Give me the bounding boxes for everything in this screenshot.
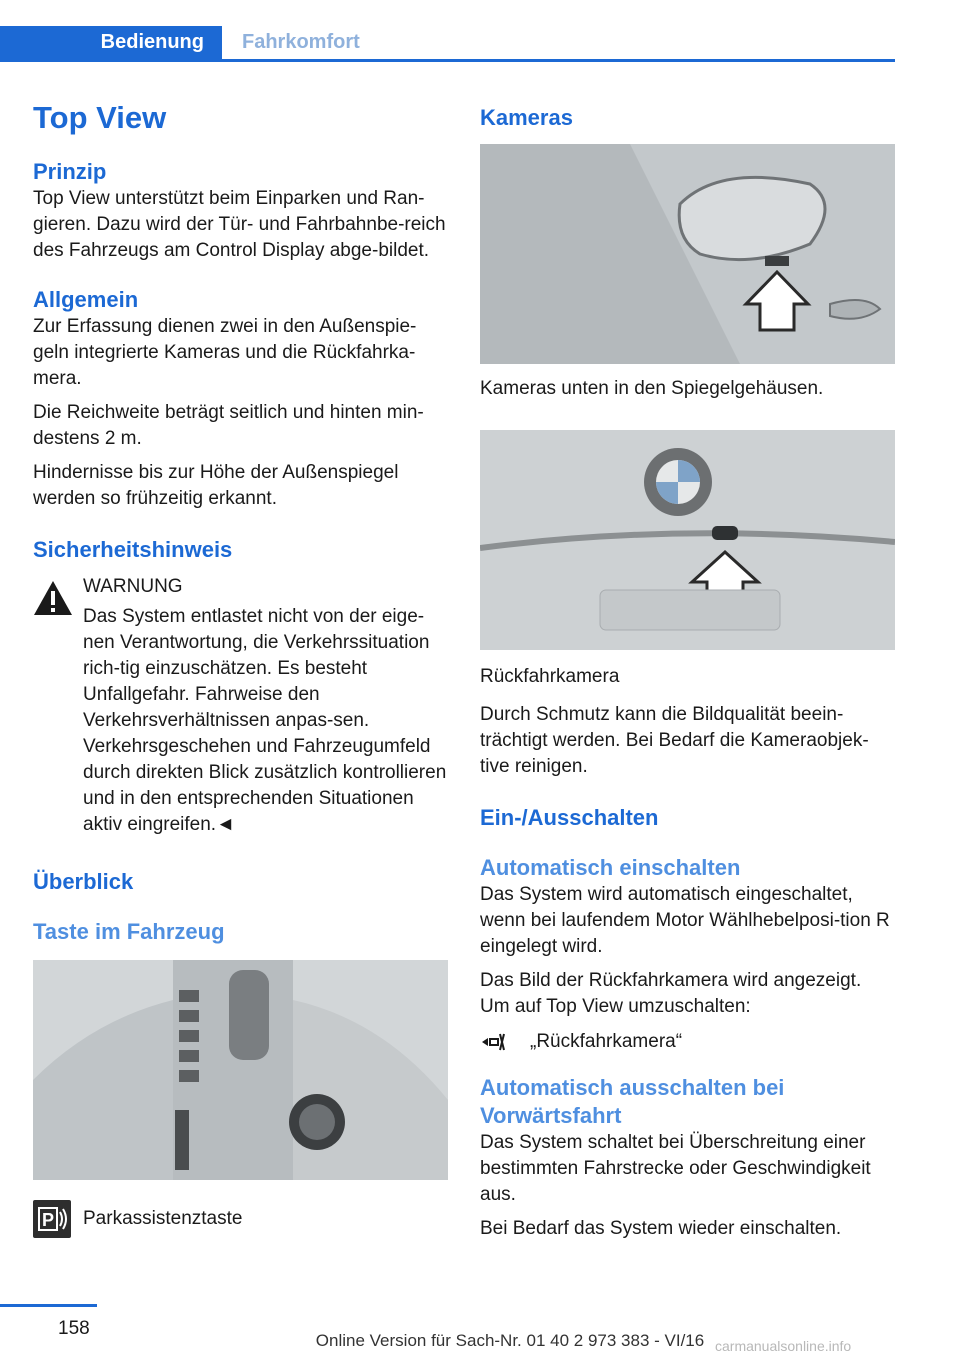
page-title: Top View — [33, 100, 167, 135]
prinzip-heading: Prinzip — [33, 159, 107, 184]
console-photo — [33, 960, 448, 1180]
warning-block — [33, 574, 448, 838]
auto-off-text-2: Bei Bedarf das System wieder einschalten. — [480, 1218, 842, 1239]
allgemein-text-3: Hindernisse bis zur Höhe der Außenspiegel werden so frühzeitig erkannt. — [33, 462, 399, 509]
rear-camera-caption: Rückfahrkamera — [480, 666, 620, 687]
warning-triangle-icon — [33, 580, 73, 616]
rearcam-option-text: „Rückfahrkamera“ — [530, 1031, 683, 1052]
allgemein-text-2: Die Reichweite beträgt seitlich und hinten min-destens 2 m. — [33, 402, 424, 449]
auto-on-text-2: Das Bild der Rückfahrkamera wird angezeigt. Um auf Top View umzuschalten: — [480, 970, 862, 1017]
rear-camera-photo — [480, 430, 895, 650]
auto-off-text-1: Das System schaltet bei Überschreitung einer bestimmten Fahrstrecke oder Geschwindigkeit aus. — [480, 1132, 871, 1205]
allgemein-heading: Allgemein — [33, 287, 139, 312]
overview-heading: Überblick — [33, 869, 134, 894]
warning-label: WARNUNG — [83, 576, 183, 597]
dirt-text: Durch Schmutz kann die Bildqualität beein-trächtigt werden. Bei Bedarf die Kameraobjek-tive reinigen. — [480, 704, 869, 777]
footer-rule — [0, 1304, 97, 1307]
safety-heading: Sicherheitshinweis — [33, 537, 233, 562]
camera-reverse-icon — [480, 1030, 508, 1054]
right-column — [480, 98, 895, 1242]
mirror-camera-caption: Kameras unten in den Spiegelgehäusen. — [480, 378, 824, 399]
park-assist-row — [33, 1200, 448, 1240]
svg-text:P: P — [42, 1210, 55, 1230]
button-heading: Taste im Fahrzeug — [33, 919, 225, 944]
allgemein-text-1: Zur Erfassung dienen zwei in den Außenspie-geln integrierte Kameras und die Rückfahrka-mera. — [33, 316, 417, 389]
mirror-camera-photo — [480, 144, 895, 364]
auto-on-heading: Automatisch einschalten — [480, 855, 741, 880]
site-watermark: carmanualsonline.info — [715, 1338, 852, 1354]
online-version-note: Online Version für Sach-Nr. 01 40 2 973 383 - VI/16 — [315, 1331, 705, 1350]
onoff-heading: Ein-/Ausschalten — [480, 805, 659, 830]
warning-text: Das System entlastet nicht von der eige-nen Verantwortung, die Verkehrssituation rich-tig einzuschätzen. Es besteht Unfallgefahr. Fahrweise den Verkehrsverhältnissen anpas-sen. Verkehrsgeschehen und Fahrzeugumfeld durch direkten Blick zusätzlich kontrollieren und in den entsprechenden Situationen aktiv eingreifen.◄ — [83, 606, 447, 835]
park-assist-icon — [33, 1200, 71, 1238]
tab-bedienung[interactable]: Bedienung — [0, 26, 222, 59]
park-assist-caption: Parkassistenztaste — [83, 1208, 243, 1229]
left-column — [33, 98, 448, 1240]
auto-off-heading: Automatisch ausschalten bei Vorwärtsfahrt — [480, 1075, 785, 1128]
page-number: 158 — [58, 1318, 90, 1339]
prinzip-text: Top View unterstützt beim Einparken und Ran-gieren. Dazu wird der Tür- und Fahrbahnbe-reich des Fahrzeugs am Control Display abge-bildet. — [33, 188, 446, 261]
auto-on-text-1: Das System wird automatisch eingeschaltet, wenn bei laufendem Motor Wählhebelposi-tion R eingelegt wird. — [480, 884, 890, 957]
rearcam-option-row — [480, 1028, 895, 1058]
section-tab-bar — [0, 26, 895, 62]
header-rule — [0, 59, 895, 62]
tab-fahrkomfort[interactable]: Fahrkomfort — [242, 31, 360, 53]
cameras-heading: Kameras — [480, 105, 573, 130]
